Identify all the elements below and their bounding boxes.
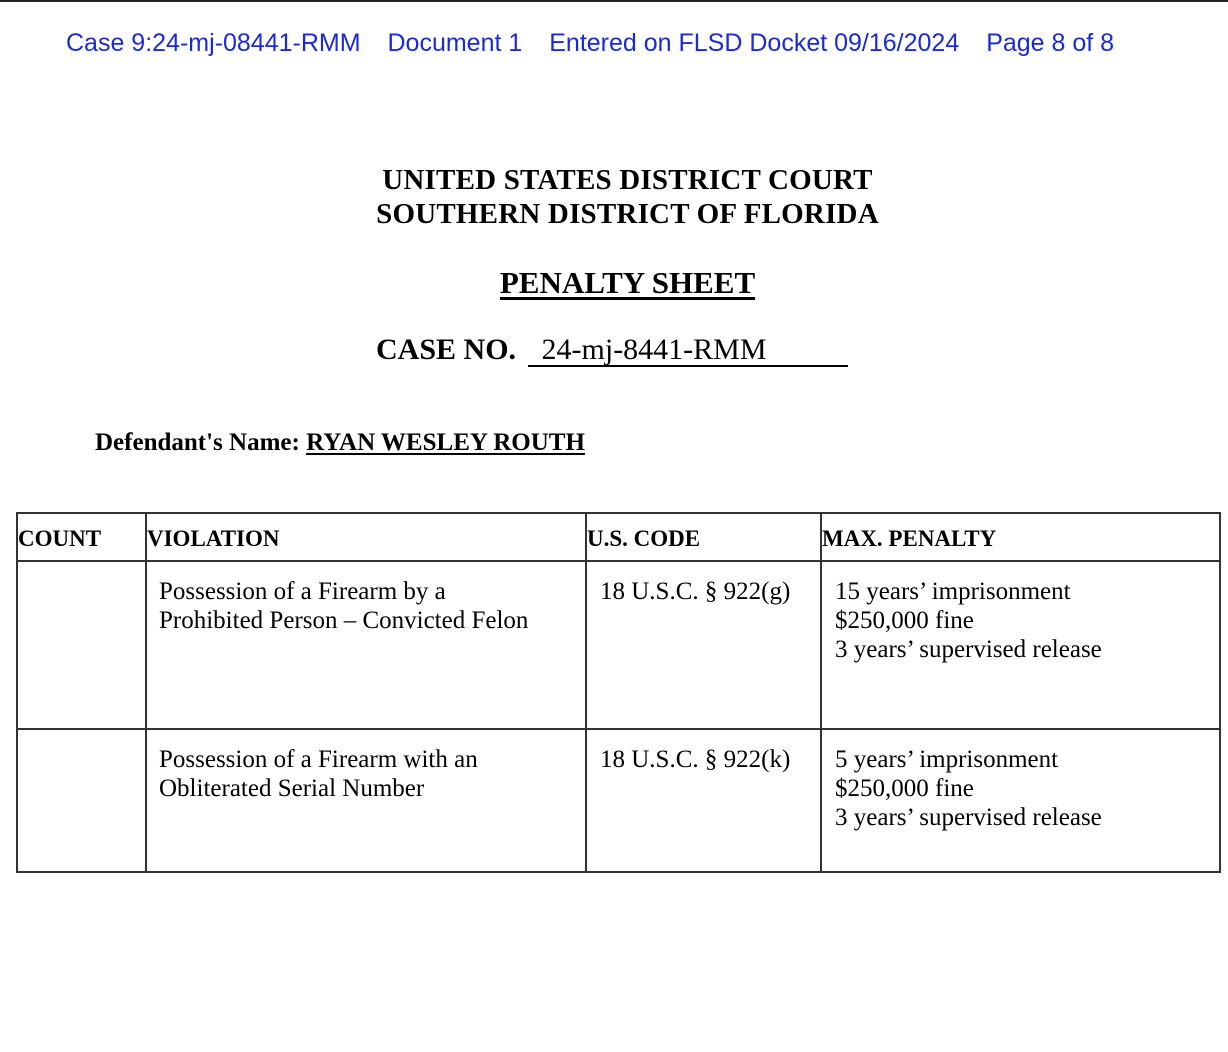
violation-cell: [146, 561, 586, 729]
header-max-penalty: MAX. PENALTY: [821, 513, 1220, 561]
table-row: [17, 729, 1220, 872]
penalty-fine: $250,000 fine: [835, 775, 974, 802]
entered-docket-stamp: Entered on FLSD Docket 09/16/2024: [549, 29, 960, 57]
case-number-value: 24-mj-8441-RMM: [528, 335, 848, 367]
penalty-imprisonment: 15 years’ imprisonment: [835, 578, 1071, 605]
violation-text: Possession of a Firearm by a: [159, 578, 446, 605]
penalty-fine: $250,000 fine: [835, 607, 974, 634]
count-cell: [17, 729, 146, 872]
us-code-cell: [586, 561, 821, 729]
page-title: PENALTY SHEET: [499, 265, 756, 300]
penalty-supervised-release: 3 years’ supervised release: [835, 636, 1102, 663]
us-code-text: 18 U.S.C. § 922(k): [600, 746, 791, 773]
count-value: [18, 730, 145, 745]
count-cell: [17, 561, 146, 729]
defendant-name: RYAN WESLEY ROUTH: [306, 429, 585, 456]
penalty-imprisonment: 5 years’ imprisonment: [835, 746, 1059, 773]
case-number-label: CASE NO.: [376, 333, 517, 366]
table-header-row: [17, 513, 1220, 561]
header-us-code: U.S. CODE: [586, 513, 821, 561]
header-violation: VIOLATION: [146, 513, 586, 561]
penalty-supervised-release: 3 years’ supervised release: [835, 804, 1102, 831]
court-district: SOUTHERN DISTRICT OF FLORIDA: [376, 198, 879, 230]
table-row: [17, 561, 1220, 729]
court-name: UNITED STATES DISTRICT COURT: [382, 164, 873, 196]
page-number-stamp: Page 8 of 8: [986, 29, 1115, 57]
count-value: [18, 562, 145, 577]
violation-text: Possession of a Firearm with an: [159, 746, 478, 773]
header-count: COUNT: [17, 513, 146, 561]
us-code-cell: [586, 729, 821, 872]
max-penalty-cell: [821, 561, 1220, 729]
defendant-label: Defendant's Name:: [95, 429, 300, 456]
us-code-text: 18 U.S.C. § 922(g): [600, 578, 791, 605]
max-penalty-cell: [821, 729, 1220, 872]
violation-cell: [146, 729, 586, 872]
top-border: [0, 0, 1228, 2]
case-number-stamp: Case 9:24-mj-08441-RMM: [66, 29, 361, 57]
penalty-table: [16, 512, 1221, 873]
case-number-line: [376, 333, 848, 367]
violation-text: Prohibited Person – Convicted Felon: [159, 607, 529, 634]
docket-header: [66, 29, 1134, 58]
defendant-line: [95, 429, 585, 457]
violation-text: Obliterated Serial Number: [159, 775, 425, 802]
document-number-stamp: Document 1: [387, 29, 523, 57]
